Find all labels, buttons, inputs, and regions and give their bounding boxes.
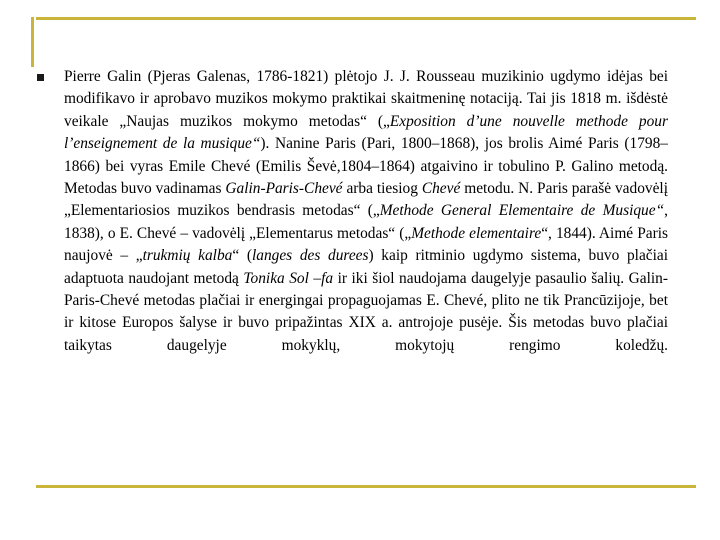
text-run-italic: Galin-Paris-Chevé: [225, 180, 343, 198]
text-run-italic: Exposition d’une nouvelle methode pour l’enseignement de la musique“: [64, 112, 668, 153]
text-run-italic: Methode elementaire: [411, 224, 542, 242]
text-run: ). Nanine Paris (Pari, 1800–1868), jos brolis Aimé Paris (1798–1866) bei vyras Emile Chevé (Emilis Ševė,1804–1864) atgaivino ir tobulino P. Galino metodą. Metodas buvo vadinamas: [64, 135, 668, 198]
text-run: arba tiesiog: [342, 180, 422, 198]
text-run: Pierre Galin (Pjeras Galenas, 1786-1821) plėtojo J. J. Rousseau muzikinio ugdymo idėjas bei modifikavo ir aprobavo muzikos mokymo praktikai skaitmeninę notaciją. Tai jis 1818 m. išdėstė veikale „Naujas muzikos mokymo metodas“ („: [64, 68, 668, 130]
text-run-italic: Tonika Sol –fa: [243, 269, 334, 287]
square-bullet-icon: [37, 74, 44, 81]
text-run: “ (: [232, 247, 252, 265]
frame-left-rule: [31, 17, 34, 67]
frame-top-rule: [36, 17, 696, 20]
text-run-italic: langes des durees: [251, 247, 369, 265]
text-run: “, 1844). Aimé Paris naujovė – „: [64, 224, 668, 265]
text-run-italic: trukmių kalba: [142, 247, 233, 265]
text-run: ) kaip ritminio ugdymo sistema, buvo plačiai adaptuota naudojant metodą: [64, 247, 669, 287]
text-run: metodu. N. Paris parašė vadovėlį „Elementariosios muzikos bendrasis metodas“ („: [64, 180, 668, 220]
body-paragraph: [64, 66, 668, 357]
text-run: , 1838), o E. Chevé – vadovėlį „Elementarus metodas“ („: [64, 202, 668, 242]
frame-bottom-rule: [36, 485, 696, 488]
text-run-italic: Chevé: [421, 180, 461, 198]
text-run: ir iki šiol naudojama daugelyje pasaulio šalių. Galin-Paris-Chevé metodas plačiai ir energingai propaguojamas E. Chevé, plito ne tik Prancūzijoje, bet ir kitose Europos šalyse ir buvo pripažintas XIX a. antrojoje pusėje. Šis metodas buvo plačiai taikytas daugelyje mokyklų, mokytojų rengimo koledžų.: [64, 269, 668, 354]
text-run-italic: Methode General Elementaire de Musique“: [379, 202, 665, 220]
